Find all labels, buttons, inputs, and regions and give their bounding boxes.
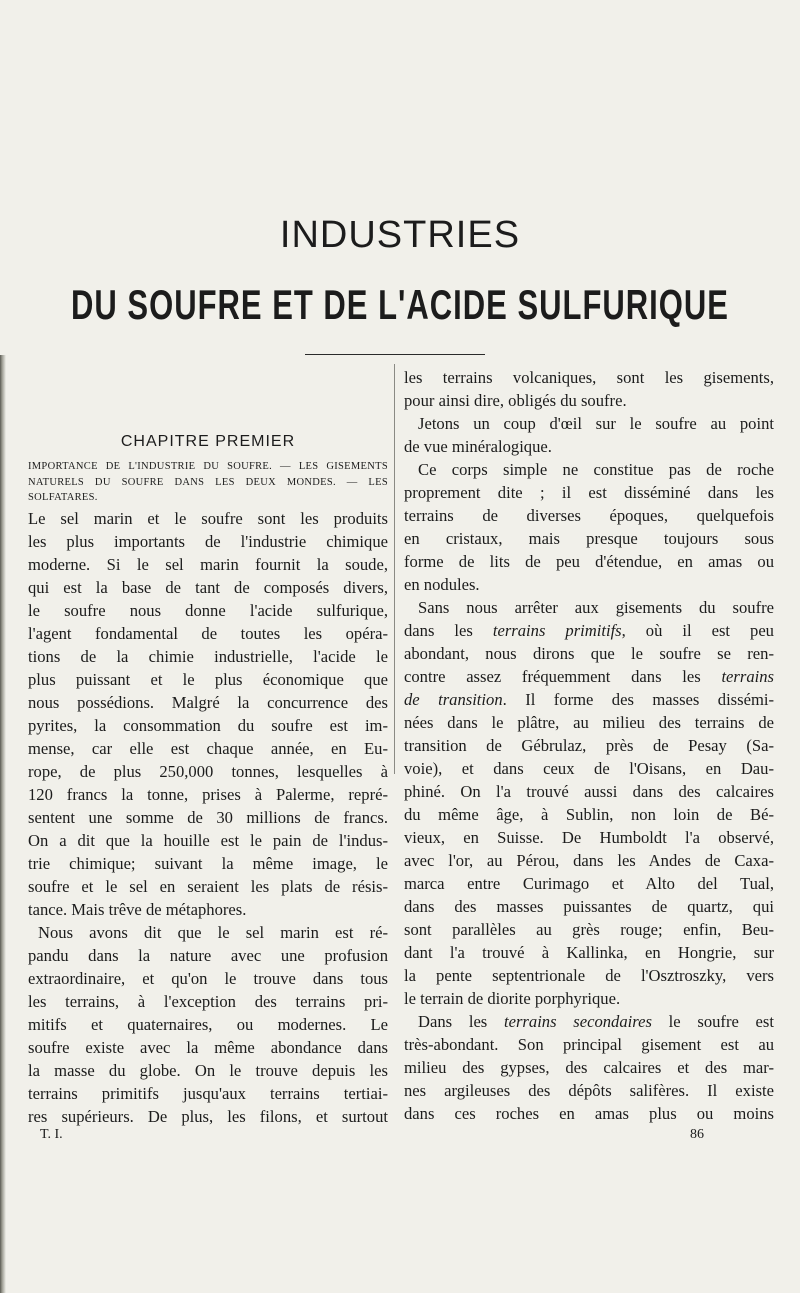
text-line: nous possédions. Malgré la concurrence des [28,693,388,712]
text-line: le terrain de diorite porphyrique. [404,989,621,1008]
text-line: milieu des gypses, des calcaires et des mar- [404,1058,774,1077]
signature-mark: T. I. [40,1127,63,1142]
text-line: plus puissant et le plus économique que [28,670,388,689]
text-line: contre assez fréquemment dans les terrains [404,667,774,686]
column-divider [394,364,395,774]
text-line: tance. Mais trêve de métaphores. [28,900,247,919]
text-line: en nodules. [404,575,480,594]
page-number: 86 [690,1127,704,1142]
text-line: la pente septentrionale de l'Osztroszky, vers [404,966,774,985]
text-line: les plus importants de l'industrie chimique [28,532,388,551]
text-line: Dans les terrains secondaires le soufre est [418,1012,774,1031]
text-line: avec l'or, au Pérou, dans les Andes de Caxa- [404,851,774,870]
page-title: INDUSTRIES [279,214,521,256]
page-binding-edge [0,355,6,1293]
text-line: sentent une somme de 30 millions de francs. [28,808,388,827]
text-line: pour ainsi dire, obligés du soufre. [404,391,627,410]
chapter-summary: IMPORTANCE DE L'INDUSTRIE DU SOUFRE. — LES GISEMENTS NATURELS DU SOUFRE DANS LES DEUX MONDES. — LES SOLFATARES. [28,461,388,503]
text-line: On a dit que la houille est le pain de l'indus- [28,831,388,850]
text-line: abondant, nous dirons que le soufre se ren- [404,644,774,663]
text-line: dans des masses puissantes de quartz, qui [404,897,774,916]
chapter-heading: CHAPITRE PREMIER [120,433,296,450]
text-line: soufre existe avec la même abondance dans [28,1038,388,1057]
text-line: Sans nous arrêter aux gisements du soufre [418,598,774,617]
text-line: Jetons un coup d'œil sur le soufre au point [418,414,774,433]
text-line: le soufre nous donne l'acide sulfurique, [28,601,388,620]
text-line: les terrains, à l'exception des terrains pri- [28,992,388,1011]
text-line: 120 francs la tonne, prises à Palerme, repré- [28,785,388,804]
title-rule [305,354,485,355]
text-line: Ce corps simple ne constitue pas de roche [418,460,774,479]
text-line: les terrains volcaniques, sont les gisements, [404,368,774,387]
text-line: marca entre Curimago et Alto del Tual, [404,874,774,893]
text-line: du même âge, à Sublin, non loin de Bé- [404,805,774,824]
text-line: extraordinaire, et qu'on le trouve dans tous [28,969,388,988]
text-line: de vue minéralogique. [404,437,552,456]
text-line: Nous avons dit que le sel marin est ré- [38,923,388,942]
text-line: trie chimique; suivant la même image, le [28,854,388,873]
text-line: res supérieurs. De plus, les filons, et surtout [28,1107,388,1126]
text-line: terrains primitifs jusqu'aux terrains tertiai- [28,1084,388,1103]
text-line: pyrites, la consommation du soufre est im- [28,716,388,735]
text-line: forme de lits de peu d'étendue, en amas ou [404,552,774,571]
text-line: qui est la base de tant de composés divers, [28,578,388,597]
text-line: dant l'a trouvé à Kallinka, en Hongrie, sur [404,943,774,962]
text-line: rope, de plus 250,000 tonnes, lesquelles à [28,762,388,781]
text-line: dans ces roches en amas plus ou moins [404,1104,774,1123]
text-line: tions de la chimie industrielle, l'acide le [28,647,388,666]
text-line: la masse du globe. On le trouve depuis les [28,1061,388,1080]
text-line: nes argileuses des dépôts salifères. Il existe [404,1081,774,1100]
text-line: très-abondant. Son principal gisement est au [404,1035,774,1054]
text-line: l'agent fondamental de toutes les opéra- [28,624,388,643]
text-line: phiné. On l'a trouvé aussi dans des calcaires [404,782,774,801]
page-subtitle: DU SOUFRE ET DE L'ACIDE SULFURIQUE [71,281,729,329]
text-line: moderne. Si le sel marin fournit la soude, [28,555,388,574]
text-line: en cristaux, mais presque toujours sous [404,529,774,548]
text-line: pandu dans la nature avec une profusion [28,946,388,965]
text-line: mitifs et quaternaires, ou modernes. Le [28,1015,388,1034]
text-line: transition de Gébrulaz, près de Pesay (Sa- [404,736,774,755]
text-line: proprement dite ; il est disséminé dans les [404,483,774,502]
text-line: de transition. Il forme des masses dissémi- [404,690,775,709]
text-line: voie), et dans ceux de l'Oisans, en Dau- [404,759,774,778]
text-line: nées dans le plâtre, au milieu des terrains de [404,713,774,732]
text-line: mense, car elle est chaque année, en Eu- [28,739,388,758]
text-line: vieux, en Suisse. De Humboldt l'a observé, [404,828,774,847]
text-line: soufre et le sel en seraient les plats de résis- [28,877,388,896]
text-line: dans les terrains primitifs, où il est peu [404,621,774,640]
text-line: sont parallèles au grès rouge; enfin, Beu- [404,920,774,939]
text-line: Le sel marin et le soufre sont les produits [28,509,388,528]
text-line: terrains de diverses époques, quelquefois [404,506,774,525]
